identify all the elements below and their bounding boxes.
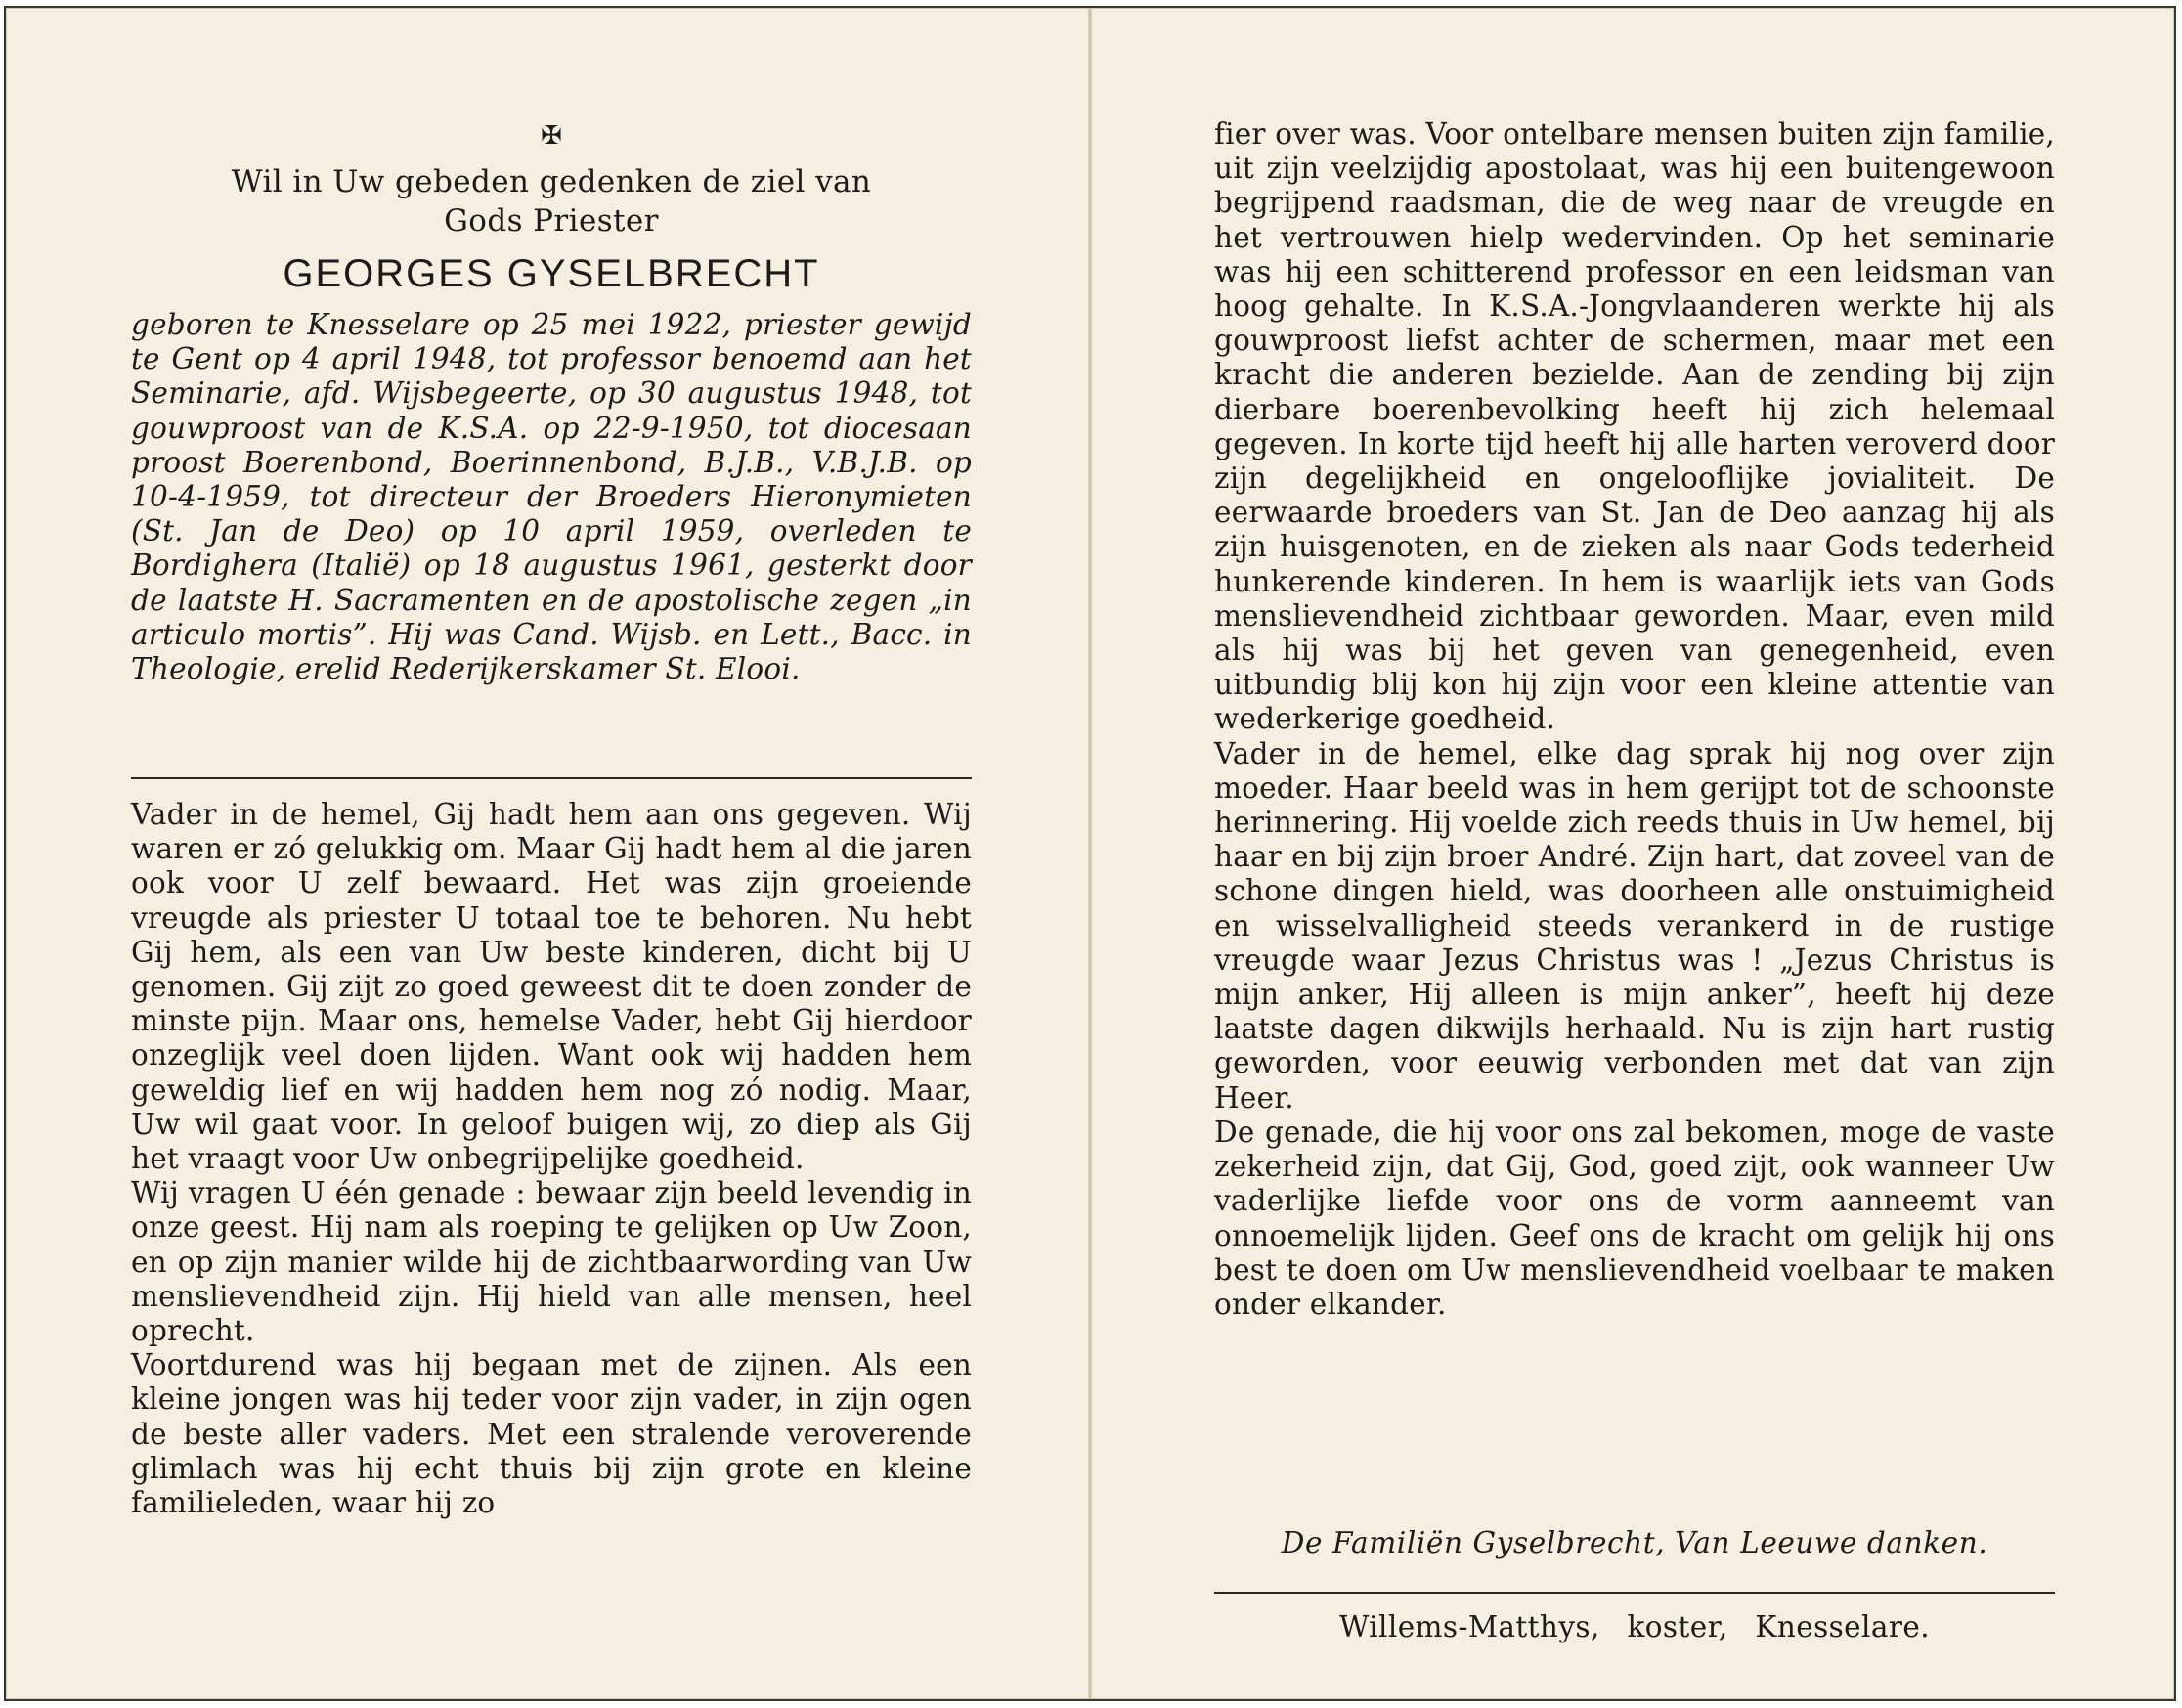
prayer-paragraph: Wij vragen U één genade : bewaar zijn beeld levendig in onze geest. Hij nam als roeping te gelijken op Uw Zoon, en op zijn manier wilde hij de zichtbaarwording van Uw menslievendheid zijn. Hij hield van alle mensen, heel oprecht. [131,1176,972,1348]
cross-icon: ✠ [541,121,562,151]
prayer-left [131,798,972,1520]
left-page [6,8,1088,1699]
biography: geboren te Knesselare op 25 mei 1922, priester gewijd te Gent op 4 april 1948, tot professor benoemd aan het Seminarie, afd. Wijsbegeerte, op 30 augustus 1948, tot gouwproost van de K.S.A. op 22-9-1950, tot diocesaan proost Boerenbond, Boerinnenbond, B.J.B., V.B.J.B. op 10-4-1959, tot directeur der Broeders Hieronymieten (St. Jan de Deo) op 10 april 1959, overleden te Bordighera (Italië) op 18 augustus 1961, gesterkt door de laatste H. Sacramenten en de apostolische zegen „in articulo mortis”. Hij was Cand. Wijsb. en Lett., Bacc. in Theologie, erelid Rederijkerskamer St. Elooi. [131,308,972,686]
intro-line-2: Gods Priester [444,203,659,239]
prayer-right [1214,117,2055,1322]
divider [131,777,972,779]
deceased-name: GEORGES GYSELBRECHT [283,252,820,295]
memorial-card [4,6,2176,1701]
prayer-paragraph: De genade, die hij voor ons zal bekomen, moge de vaste zekerheid zijn, dat Gij, God, goed zijt, ook wanneer Uw vaderlijke liefde voor ons de vorm aanneemt van onnoemelijk lijden. Geef ons de kracht om gelijk hij ons best te doen om Uw menslievendheid voelbaar te maken onder elkander. [1214,1115,2055,1321]
prayer-paragraph: Vader in de hemel, elke dag sprak hij nog over zijn moeder. Haar beeld was in hem gerijpt tot de schoonste herinnering. Hij voelde zich reeds thuis in Uw hemel, bij haar en bij zijn broer André. Zijn hart, dat zoveel van de schone dingen hield, was doorheen alle onstuimigheid en wisselvalligheid steeds verankerd in de rustige vreugde waar Jezus Christus was ! „Jezus Christus is mijn anker, Hij alleen is mijn anker”, heeft hij deze laatste dagen dikwijls herhaald. Nu is zijn hart rustig geworden, voor eeuwig verbonden met dat van zijn Heer. [1214,736,2055,1115]
divider [1214,1592,2055,1594]
family-thanks: De Familiën Gyselbrecht, Van Leeuwe danken. [1281,1526,1988,1559]
intro-line-1: Wil in Uw gebeden gedenken de ziel van [231,164,872,199]
right-column [1214,8,2055,1699]
printer-credit: Willems-Matthys, koster, Knesselare. [1338,1610,1930,1643]
prayer-paragraph: Vader in de hemel, Gij hadt hem aan ons gegeven. Wij waren er zó gelukkig om. Maar Gij hadt hem al die jaren ook voor U zelf bewaard. Het was zijn groeiende vreugde als priester U totaal toe te behoren. Nu hebt Gij hem, als een van Uw beste kinderen, dicht bij U genomen. Gij zijt zo goed geweest dit te doen zonder de minste pijn. Maar ons, hemelse Vader, hebt Gij hierdoor onzeglijk veel doen lijden. Want ook wij hadden hem geweldig lief en wij hadden hem nog zó nodig. Maar, Uw wil gaat voor. In geloof buigen wij, zo diep als Gij het vraagt voor Uw onbegrijpelijke goedheid. [131,798,972,1176]
right-page [1092,8,2174,1699]
prayer-paragraph: Voortdurend was hij begaan met de zijnen. Als een kleine jongen was hij teder voor zijn vader, in zijn ogen de beste aller vaders. Met een stralende veroverende glimlach was hij echt thuis bij zijn grote en kleine familieleden, waar hij zo [131,1348,972,1520]
left-column [131,8,972,1699]
intro-text [131,162,972,241]
prayer-paragraph: fier over was. Voor ontelbare mensen buiten zijn familie, uit zijn veelzijdig apostolaat, was hij een buitengewoon begrijpend raadsman, die de weg naar de vreugde en het vertrouwen hielp wedervinden. Op het seminarie was hij een schitterend professor en een leidsman van hoog gehalte. In K.S.A.-Jongvlaanderen werkte hij als gouwproost liefst achter de schermen, maar met een kracht die anderen bezielde. Aan de zending bij zijn dierbare boerenbevolking heeft hij zich helemaal gegeven. In korte tijd heeft hij alle harten veroverd door zijn degelijkheid en ongelooflijke jovialiteit. De eerwaarde broeders van St. Jan de Deo aanzag hij als zijn huisgenoten, en de zieken als naar Gods tederheid hunkerende kinderen. In hem is waarlijk iets van Gods menslievendheid zichtbaar geworden. Maar, even mild als hij was bij het geven van genegenheid, even uitbundig blij kon hij zijn voor een kleine attentie van wederkerige goedheid. [1214,117,2055,736]
